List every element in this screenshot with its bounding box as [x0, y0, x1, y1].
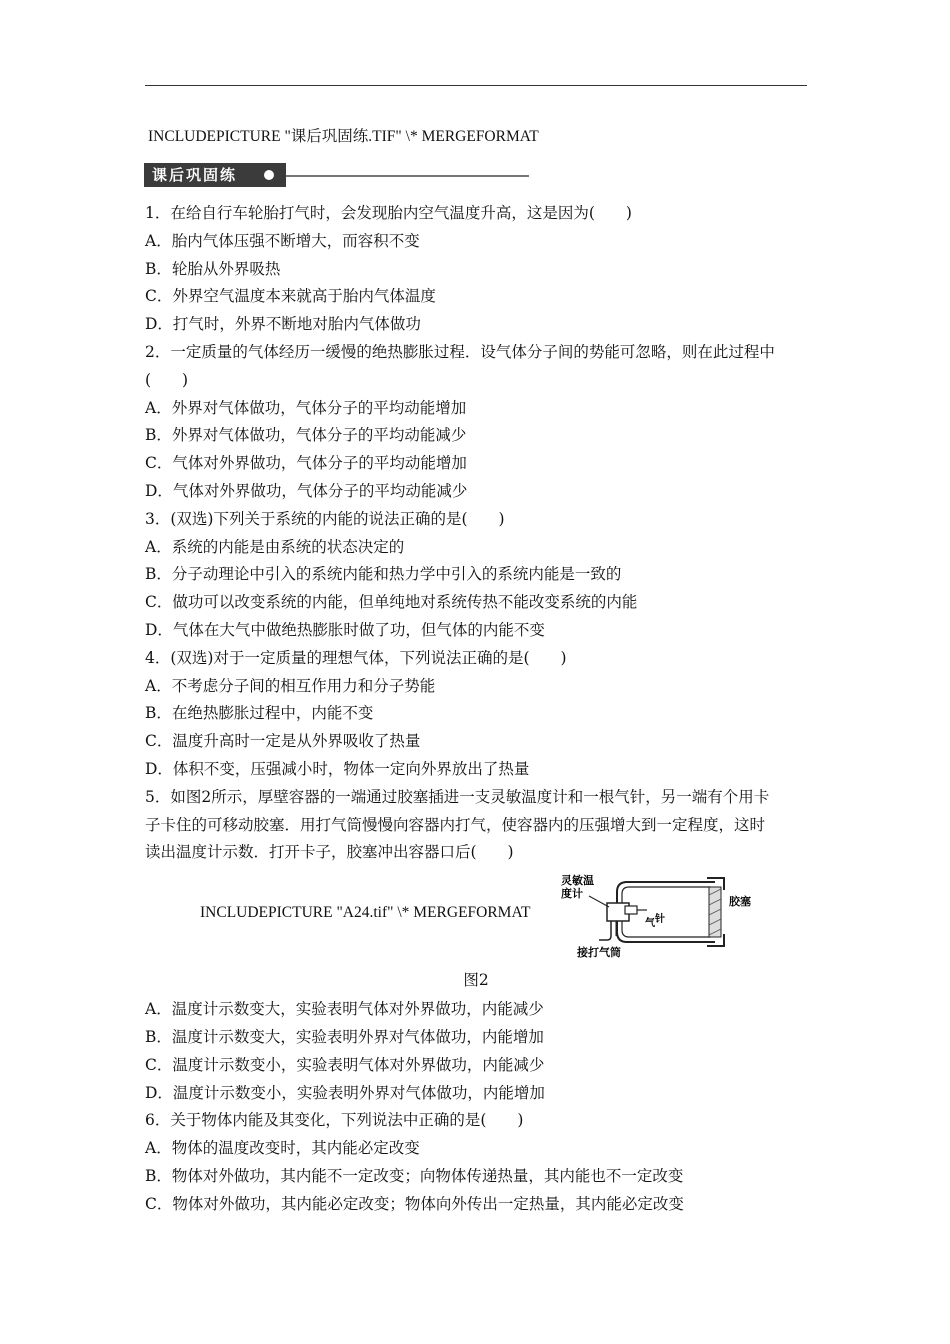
label-pump: 接打气筒 [577, 946, 621, 960]
label-needle-2: 针 [655, 914, 665, 926]
question-5-stem-line-2: 子卡住的可移动胶塞．用打气筒慢慢向容器内打气，使容器内的压强增大到一定程度，这时 [145, 815, 766, 834]
question-list [145, 200, 807, 1219]
label-needle-1: 气 [645, 918, 655, 930]
thermometer-bulb [625, 906, 637, 914]
question-5-option-c: C．温度计示数变小，实验表明气体对外界做功，内能减少 [145, 1055, 545, 1074]
question-4-stem: 4．(双选)对于一定质量的理想气体，下列说法正确的是( ) [145, 648, 567, 667]
header-field-code: INCLUDEPICTURE "课后巩固练.TIF" \* MERGEFORMAT [148, 128, 539, 145]
section-banner [144, 163, 529, 187]
question-5-option-b: B．温度计示数变大，实验表明外界对气体做功，内能增加 [145, 1027, 544, 1046]
question-3-option-a: A．系统的内能是由系统的状态决定的 [145, 537, 405, 556]
question-2-stem-line-1: 2．一定质量的气体经历一缓慢的绝热膨胀过程．设气体分子间的势能可忽略，则在此过程中 [145, 342, 775, 361]
banner-title: 课后巩固练 [144, 163, 286, 187]
question-5-stem-line-3: 读出温度计示数．打开卡子，胶塞冲出容器口后( ) [145, 843, 514, 862]
question-4-option-d: D．体积不变，压强减小时，物体一定向外界放出了热量 [145, 759, 530, 778]
question-2-option-b: B．外界对气体做功，气体分子的平均动能减少 [145, 426, 467, 445]
question-5-stem-line-1: 5．如图2所示，厚壁容器的一端通过胶塞插进一支灵敏温度计和一根气针，另一端有个用卡 [145, 787, 770, 806]
question-2-option-c: C．气体对外界做功，气体分子的平均动能增加 [145, 454, 467, 473]
question-2-stem-line-2: ( ) [145, 370, 189, 389]
bullet-dot-icon [264, 170, 274, 180]
question-6-option-a: A．物体的温度改变时，其内能必定改变 [145, 1139, 420, 1158]
question-4-option-c: C．温度升高时一定是从外界吸收了热量 [145, 732, 421, 751]
question-3-option-d: D．气体在大气中做绝热膨胀时做了功，但气体的内能不变 [145, 620, 545, 639]
question-1-option-b: B．轮胎从外界吸热 [145, 259, 281, 278]
label-stopper: 胶塞 [729, 895, 751, 909]
label-thermometer-line-1: 灵敏温 [561, 874, 594, 888]
label-thermometer-line-2: 度计 [561, 887, 583, 901]
question-2-option-a: A．外界对气体做功，气体分子的平均动能增加 [145, 398, 467, 417]
pump-tube [599, 921, 611, 940]
banner-divider [286, 175, 529, 177]
question-1-option-c: C．外界空气温度本来就高于胎内气体温度 [145, 287, 436, 306]
question-5-option-d: D．温度计示数变小，实验表明外界对气体做功，内能增加 [145, 1083, 545, 1102]
question-5-option-a: A．温度计示数变大，实验表明气体对外界做功，内能减少 [145, 1000, 544, 1019]
container-apparatus-diagram [559, 870, 759, 960]
top-rule [145, 85, 807, 86]
question-6-option-c: C．物体对外做功，其内能必定改变；物体向外传出一定热量，其内能必定改变 [145, 1194, 684, 1213]
question-1-option-a: A．胎内气体压强不断增大，而容积不变 [145, 231, 420, 250]
question-1-option-d: D．打气时，外界不断地对胎内气体做功 [145, 315, 421, 334]
question-6-stem: 6．关于物体内能及其变化，下列说法中正确的是( ) [145, 1111, 524, 1130]
question-4-option-b: B．在绝热膨胀过程中，内能不变 [145, 704, 374, 723]
question-2-option-d: D．气体对外界做功，气体分子的平均动能减少 [145, 481, 468, 500]
figure-2-row [145, 870, 807, 962]
thermometer-lead [589, 896, 609, 907]
question-1-stem: 1．在给自行车轮胎打气时，会发现胎内空气温度升高，这是因为( ) [145, 204, 632, 222]
question-3-option-b: B．分子动理论中引入的系统内能和热力学中引入的系统内能是一致的 [145, 565, 622, 584]
figure-caption: 图2 [463, 971, 489, 990]
question-3-option-c: C．做功可以改变系统的内能，但单纯地对系统传热不能改变系统的内能 [145, 593, 638, 612]
figure-field-code: INCLUDEPICTURE "A24.tif" \* MERGEFORMAT [200, 904, 531, 922]
question-3-stem: 3．(双选)下列关于系统的内能的说法正确的是( ) [145, 509, 505, 528]
question-4-option-a: A．不考虑分子间的相互作用力和分子势能 [145, 676, 436, 695]
question-6-option-b: B．物体对外做功，其内能不一定改变；向物体传递热量，其内能也不一定改变 [145, 1166, 684, 1185]
